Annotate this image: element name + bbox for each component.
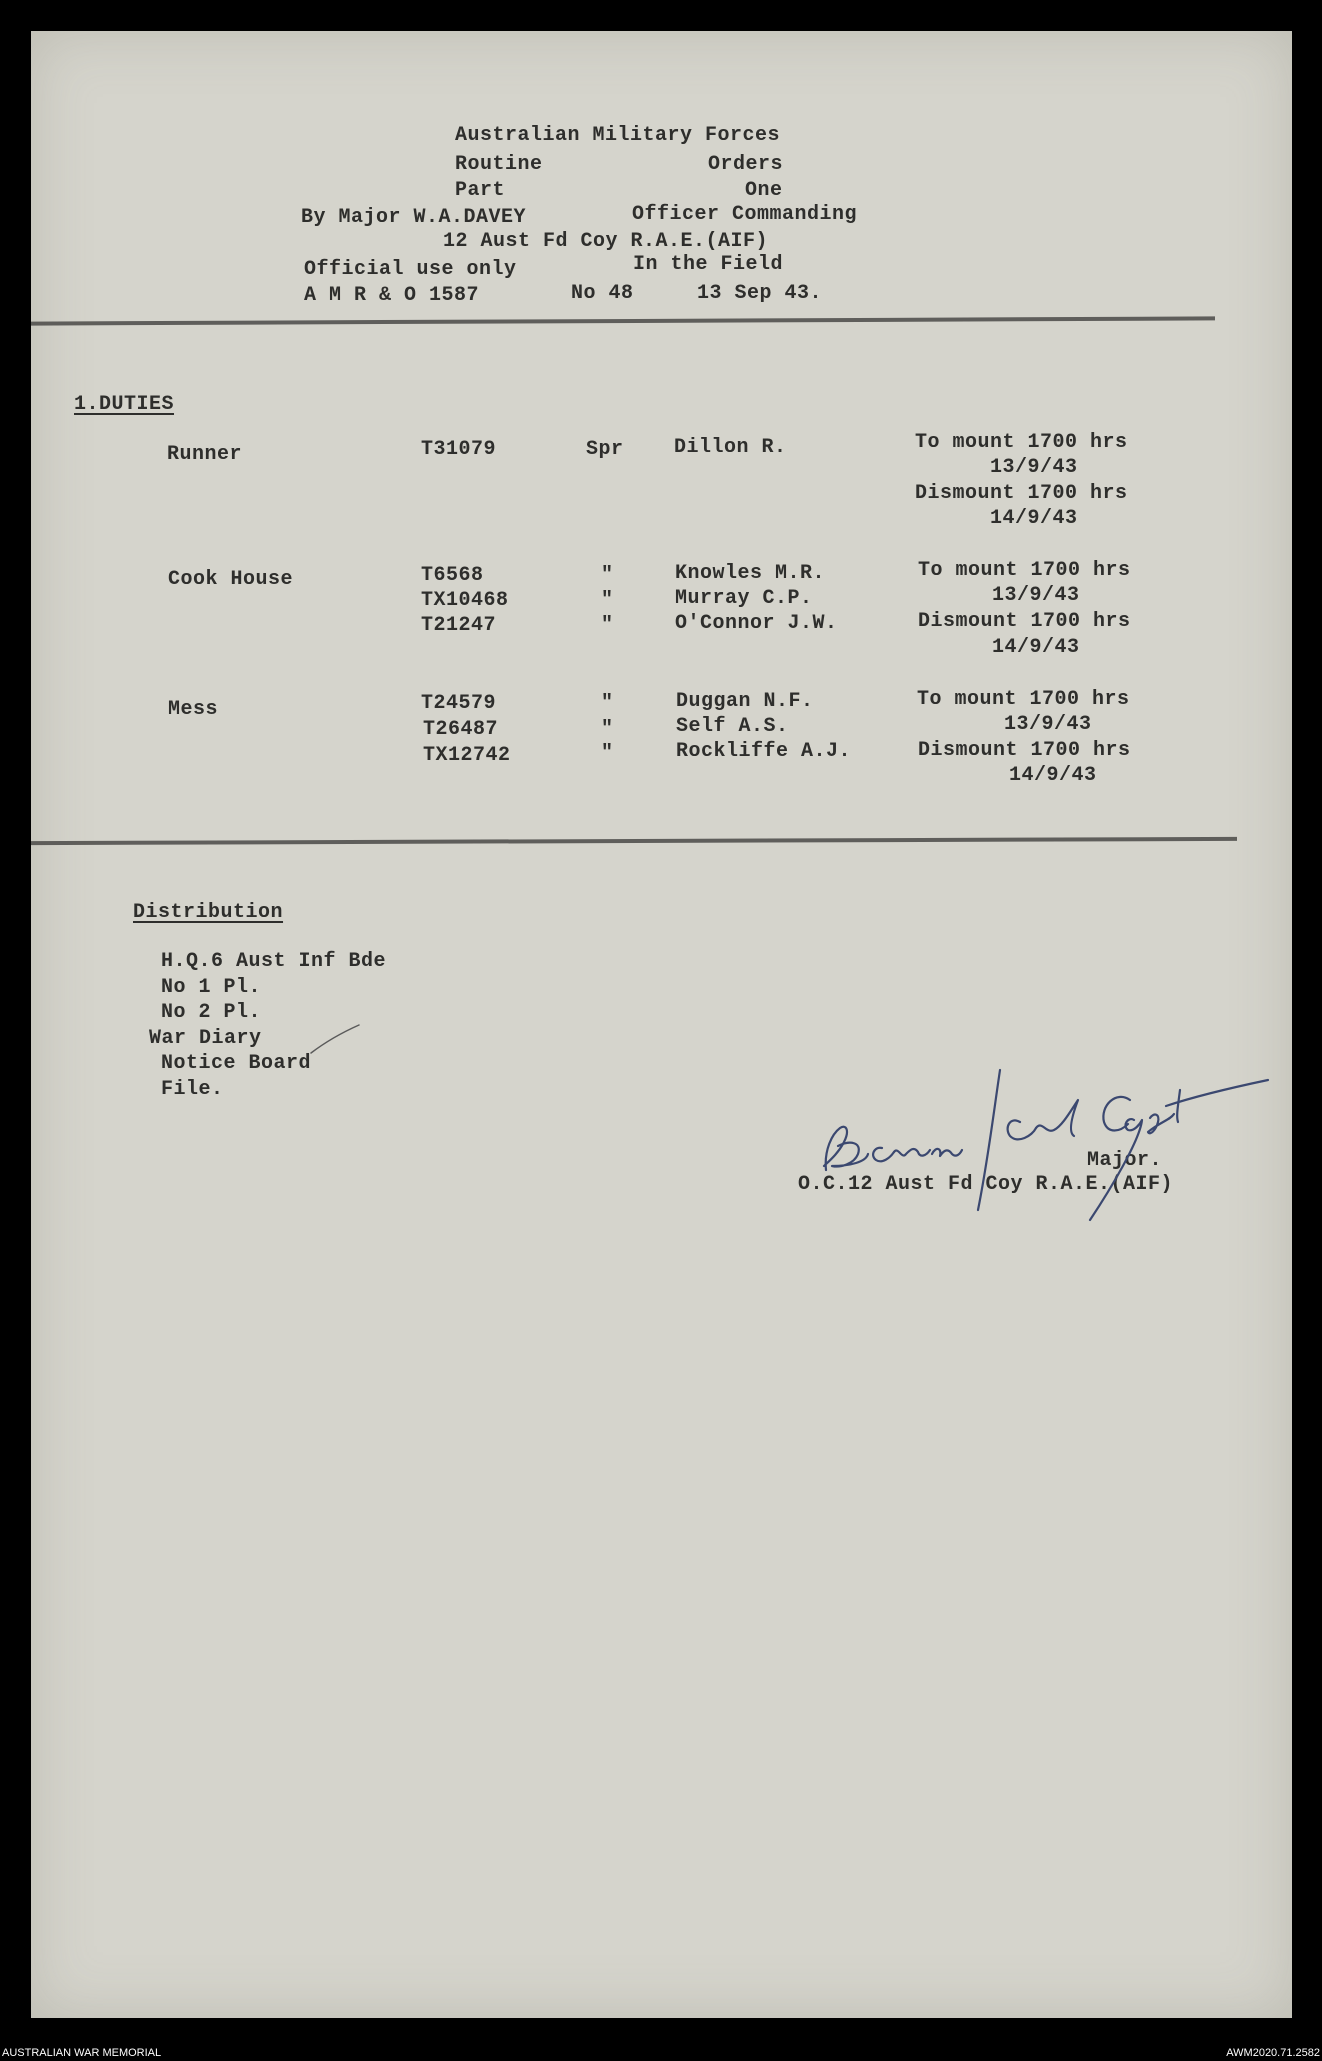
header-by-line: By Major W.A.DAVEY	[301, 206, 527, 229]
duty-mount-date: 13/9/43	[1004, 713, 1092, 736]
duty-ditto: "	[601, 692, 614, 715]
duty-number: T24579	[421, 692, 497, 715]
duty-number: T21247	[421, 614, 497, 637]
duty-name: Dillon R.	[674, 436, 787, 459]
header-title: Australian Military Forces	[455, 124, 781, 147]
top-divider	[31, 316, 1215, 325]
duty-mount: To mount 1700 hrs	[915, 431, 1128, 454]
distribution-title: Distribution	[133, 901, 284, 924]
duty-mount-date: 13/9/43	[992, 584, 1080, 607]
duty-role-mess: Mess	[168, 698, 219, 721]
duty-mount-date: 13/9/43	[990, 456, 1078, 479]
header-official: Official use only	[304, 258, 517, 281]
header-unit: 12 Aust Fd Coy R.A.E.(AIF)	[443, 230, 769, 253]
footer-id: AWM2020.71.2582	[1226, 2047, 1320, 2059]
distribution-item: Notice Board	[161, 1052, 312, 1075]
header-field: In the Field	[633, 253, 784, 276]
duty-number: T31079	[421, 438, 497, 461]
duty-name: Murray C.P.	[675, 587, 813, 610]
signature-rank: Major.	[1087, 1149, 1163, 1172]
duty-name: Rockliffe A.J.	[676, 740, 852, 763]
distribution-item: War Diary	[149, 1027, 262, 1050]
distribution-item: File.	[161, 1078, 224, 1101]
duty-ditto: "	[601, 614, 614, 637]
duty-ditto: "	[601, 742, 614, 765]
bottom-divider	[31, 837, 1237, 845]
duty-dismount-date: 14/9/43	[990, 507, 1078, 530]
duty-dismount-date: 14/9/43	[992, 636, 1080, 659]
header-officer: Officer Commanding	[632, 203, 858, 226]
distribution-item: H.Q.6 Aust Inf Bde	[161, 950, 387, 973]
duty-ditto: "	[601, 589, 614, 612]
duty-dismount: Dismount 1700 hrs	[918, 610, 1131, 633]
duty-role-cookhouse: Cook House	[168, 568, 294, 591]
handwritten-signature	[810, 1050, 1280, 1250]
duty-name: Knowles M.R.	[675, 562, 826, 585]
header-part-one: One	[745, 179, 783, 202]
duty-rank: Spr	[586, 438, 624, 461]
duty-name: Self A.S.	[676, 715, 789, 738]
duty-number: TX10468	[421, 589, 509, 612]
duty-dismount: Dismount 1700 hrs	[915, 482, 1128, 505]
duty-name: O'Connor J.W.	[675, 612, 838, 635]
header-date: 13 Sep 43.	[697, 282, 823, 305]
duty-dismount-date: 14/9/43	[1009, 764, 1097, 787]
duty-mount: To mount 1700 hrs	[917, 688, 1130, 711]
header-amr: A M R & O 1587	[304, 284, 480, 307]
distribution-item: No 2 Pl.	[161, 1001, 262, 1024]
duty-ditto: "	[601, 718, 614, 741]
duty-dismount: Dismount 1700 hrs	[918, 739, 1131, 762]
duty-mount: To mount 1700 hrs	[918, 559, 1131, 582]
duty-number: TX12742	[423, 744, 511, 767]
signature-block: O.C.12 Aust Fd Coy R.A.E.(AIF)	[798, 1173, 1174, 1196]
header-number: No 48	[571, 282, 634, 305]
duty-role-runner: Runner	[167, 443, 243, 466]
distribution-item: No 1 Pl.	[161, 976, 262, 999]
header-part: Part	[455, 179, 506, 202]
document-page	[31, 31, 1292, 2018]
duty-ditto: "	[601, 564, 614, 587]
header-orders: Orders	[708, 153, 784, 176]
tick-mark	[307, 1019, 367, 1059]
duty-number: T26487	[423, 718, 499, 741]
header-routine: Routine	[455, 153, 543, 176]
section-title: 1.DUTIES	[74, 393, 175, 416]
footer-source: AUSTRALIAN WAR MEMORIAL	[2, 2047, 162, 2059]
duty-name: Duggan N.F.	[676, 690, 814, 713]
duty-number: T6568	[421, 564, 484, 587]
